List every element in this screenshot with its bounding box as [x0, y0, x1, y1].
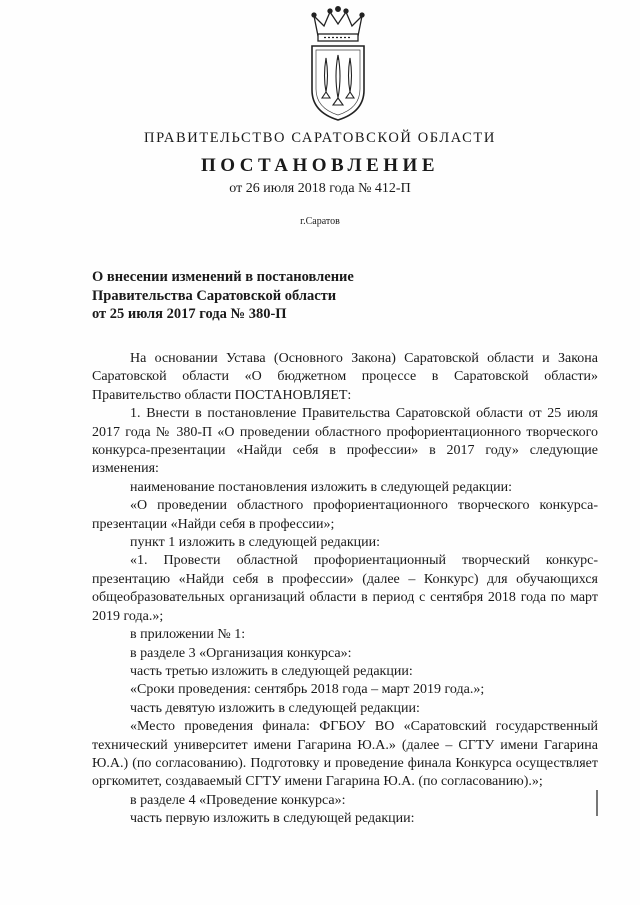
- body-paragraph: в разделе 3 «Организация конкурса»:: [130, 645, 352, 661]
- subject-line: от 25 июля 2017 года № 380-П: [92, 306, 287, 322]
- body-paragraph: На основании Устава (Основного Закона) Саратовской области и Закона Саратовской области «О бюджетном процессе в Саратовской области» Правительство области ПОСТАНОВЛЯЕТ:: [92, 351, 598, 403]
- body-paragraph: часть третью изложить в следующей редакции:: [130, 663, 413, 679]
- body-paragraph: часть первую изложить в следующей редакции:: [130, 811, 415, 827]
- saratov-coat-of-arms-icon: [302, 6, 374, 124]
- subject-line: Правительства Саратовской области: [92, 287, 337, 304]
- body-paragraph: в приложении № 1:: [130, 627, 246, 643]
- document-body: [92, 350, 598, 829]
- body-paragraph: «Сроки проведения: сентябрь 2018 года – март 2019 года.»;: [130, 682, 485, 698]
- body-paragraph: «Место проведения финала: ФГБОУ ВО «Саратовский государственный технический университет имени Гагарина Ю.А.» (далее – СГТУ имени Гагарина Ю.А.) (по согласованию). Подготовку и проведение финала Конкурса осуществляет оргкомитет, создаваемый СГТУ имени Гагарина Ю.А. (по согласованию).»;: [92, 719, 598, 790]
- city-name: г.Саратов: [300, 216, 340, 227]
- body-paragraph: часть девятую изложить в следующей редакции:: [130, 700, 420, 716]
- date-and-number: от 26 июля 2018 года № 412-П: [229, 181, 411, 196]
- government-name: ПРАВИТЕЛЬСТВО САРАТОВСКОЙ ОБЛАСТИ: [144, 130, 496, 146]
- body-paragraph: 1. Внести в постановление Правительства Саратовской области от 25 июля 2017 года № 380-П «О проведении областного профориентационного творческого конкурса-презентации «Найди себя в профессии» в 2017 году» следующие изменения:: [92, 406, 598, 477]
- body-paragraph: «1. Провести областной профориентационный творческий конкурс-презентацию «Найди себя в профессии» (далее – Конкурс) для обучающихся общеобразовательных организаций области в период с сентября 2018 года по март 2019 года.»;: [92, 553, 598, 624]
- body-paragraph: пункт 1 изложить в следующей редакции:: [130, 535, 380, 551]
- subject-line: О внесении изменений в постановление: [92, 269, 354, 285]
- body-paragraph: в разделе 4 «Проведение конкурса»:: [130, 792, 346, 808]
- document-subject: [92, 268, 354, 324]
- body-paragraph: наименование постановления изложить в следующей редакции:: [130, 479, 512, 495]
- body-paragraph: «О проведении областного профориентационного творческого конкурса-презентации «Найди себя в профессии»;: [92, 498, 598, 532]
- document-type-title: ПОСТАНОВЛЕНИЕ: [200, 155, 440, 176]
- scan-margin-mark: [596, 790, 598, 816]
